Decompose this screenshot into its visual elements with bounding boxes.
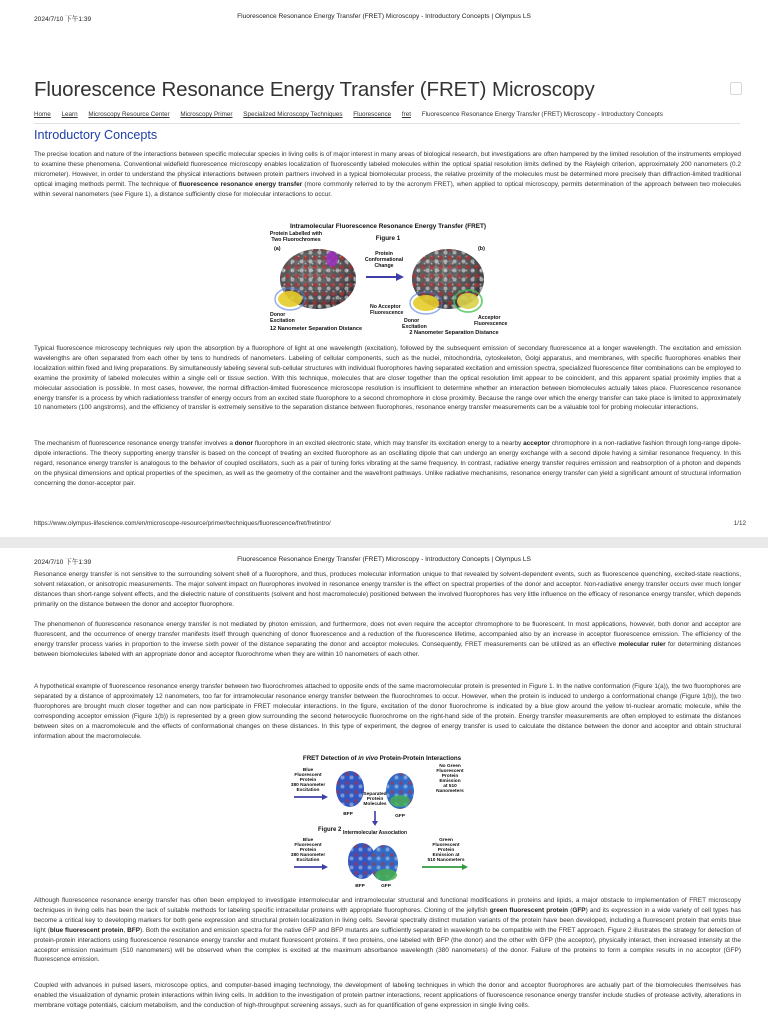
fig2-blue-bot-5: Excitation — [296, 858, 320, 863]
fig1-donor-exc-b-1: Donor — [404, 318, 420, 324]
fig2-blue-bot-4: 380 Nanometer — [290, 853, 326, 858]
fig2-blue-top-5: Excitation — [296, 788, 320, 793]
bold-term: GFP — [572, 906, 586, 914]
fig1-donor-exc-a-2: Excitation — [270, 318, 295, 324]
fig2-blue-bot-1: Blue — [302, 838, 314, 843]
bold-term: donor — [234, 440, 253, 447]
fig1-change-1: Protein — [375, 251, 393, 257]
print-title: Fluorescence Resonance Energy Transfer (FRET) Microscopy - Introductory Concepts | Olympus LS — [237, 13, 531, 20]
fig2-arrow-bottom-right — [422, 864, 468, 870]
page-title: Fluorescence Resonance Energy Transfer (FRET) Microscopy — [34, 78, 595, 101]
section-title: Introductory Concepts — [34, 128, 158, 142]
fig1-arrow — [366, 273, 404, 281]
paragraph-text: ( — [568, 906, 573, 914]
print-datetime: 2024/7/10 下午1:39 — [34, 16, 92, 23]
breadcrumb-microscopy-resource-center[interactable]: Microscopy Resource Center — [88, 111, 170, 118]
paragraph-text: The mechanism of fluorescence resonance energy transfer involves a — [34, 440, 235, 447]
paragraph-text: chromophore in a non-radiative fashion through long-range dipole-dipole interactions. The theory supporting energy transfer is based on the concept of treating an excited fluorophore as an oscillating dipole that can undergo an energy exchange with a second dipole having a similar resonance frequency. In this regard, resonance energy transfer is analogous to the behavior of coupled oscillators, such as a pair of tuning forks vibrating at the same frequency. In contrast, radiative energy transfer requires emission and reabsorption of a photon and depends on the physical dimensions and optical properties of the specimen, as well as the geometry of the container and the wavefront pathways. Unlike radiative mechanisms, resonance energy transfer can yield a significant amount of structural information concerning the donor-acceptor pair. — [34, 440, 741, 487]
fig2-bfp-label-top: BFP — [343, 812, 353, 817]
fig2-arrow-top-left — [294, 794, 328, 800]
paragraph-hypothetical: A hypothetical example of fluorescence resonance energy transfer between two fluorochromes attached to opposite ends of the same macromolecular protein is presented in Figure 1. In the native conformation (Figure 1(a)), the two fluorophores are separated by a distance of approximately 12 nanometers, too far for intramolecular resonance energy transfer between the fluorochromes to occur. However, when the protein is induced to undergo a conformational change (Figure 1(b)), the two fluorophores are brought much closer together and can now participate in FRET molecular interactions. In the figure, excitation of the donor fluorochrome is indicated by a blue glow around the yellow tri-nuclear aromatic molecule, while the corresponding acceptor emission (Figure 1(b)) is represented by a green glow surrounding the second heterocyclic fluorochrome on the right-hand side of the protein. Energy transfer measurements are often employed to estimate the distances between sites on a macromolecule and the effects of conformational changes on these distances. In this type of experiment, the degree of energy transfer is used to calculate the distance between the donor and acceptor and obtain structural information about the macromolecule. — [34, 683, 741, 740]
footer-page-number: 1/12 — [733, 520, 746, 527]
fig2-complex-molecule — [348, 843, 398, 881]
fig2-nogreen-3: Protein — [441, 774, 459, 779]
bold-term: molecular ruler — [618, 640, 666, 648]
fig1-distance-b: 2 Nanometer Separation Distance — [409, 330, 499, 336]
breadcrumb-fret[interactable]: fret — [401, 111, 411, 118]
fig2-gfp-molecule-top — [386, 773, 414, 809]
breadcrumb-current: Fluorescence Resonance Energy Transfer (FRET) Microscopy - Introductory Concepts — [421, 111, 663, 118]
fig2-green-bot-2: Fluorescent — [432, 843, 460, 848]
fig2-down-arrow — [372, 811, 378, 826]
fig1-change-3: Change — [374, 263, 394, 269]
fig2-blue-bot-3: Protein — [299, 848, 317, 853]
paragraph-intro — [34, 150, 741, 200]
figure-2-label: Figure 2 — [318, 827, 342, 833]
fig1-acceptor-fl-1: Acceptor — [478, 315, 501, 321]
fig2-bfp-molecule-top — [336, 771, 364, 807]
fig2-separated-2: Protein — [366, 797, 384, 802]
print-page-2 — [0, 548, 768, 1024]
fig2-blue-top-2: Fluorescent — [294, 773, 322, 778]
fig2-green-bot-4: Emission at — [432, 853, 460, 858]
paragraph-text: Although fluorescence resonance energy transfer has often been employed to investigate intermolecular and intramolecular structural and functional modifications in proteins and lipids, a major obstacle to implementation of FRET microscopy techniques in living cells has been the lack of suitable methods for labeling specific intracellular proteins with appropriate fluorophores. Cloning of the jellyfish — [34, 897, 741, 914]
fig2-blue-top-3: Protein — [299, 778, 317, 783]
paragraph-text: The phenomenon of fluorescence resonance energy transfer is not mediated by photon emission, and furthermore, does not even require the acceptor chromophore to be fluorescent. In most applications, however, both donor and acceptor are fluorescent, and the occurrence of energy transfer manifests itself through quenching of donor fluorescence and a reduction of the fluorescence lifetime, accompanied also by an increase in acceptor fluorescence emission. The efficiency of the energy transfer process varies in proportion to the inverse sixth power of the distance separating the donor and acceptor molecules. Consequently, FRET measurements can be utilized as an effective — [34, 621, 741, 648]
fig1-acceptor-fl-2: Fluorescence — [474, 321, 508, 327]
fig2-green-bot-1: Green — [439, 838, 453, 843]
paragraph-text: The precise location and nature of the interactions between specific molecular species in living cells is of major interest in many areas of biological research, but investigations are often hampered by the limited resolution of the instruments employed to examine these phenomena. Conventional widefield fluorescence microscopy enables localization of fluorescently labeled molecules within the optical spatial resolution limits defined by the Rayleigh criterion, approximately 200 nanometers (0.2 micrometer). However, in order to understand the physical interactions between protein partners involved in a typical biomolecular process, the relative proximity of the molecules must be determined more precisely than diffraction-limited traditional optical imaging methods permit. The technique of — [34, 151, 741, 188]
fig2-nogreen-2: Fluorescent — [436, 769, 464, 774]
fig1-distance-a: 12 Nanometer Separation Distance — [269, 326, 363, 332]
bold-term: blue fluorescent protein — [49, 926, 124, 934]
figure-2-diagram — [282, 753, 482, 891]
bold-term: acceptor — [523, 440, 550, 447]
fig2-green-bot-5: 510 Nanometers — [427, 858, 465, 863]
paragraph-coupled: Coupled with advances in pulsed lasers, microscope optics, and computer-based imaging technology, the development of labeling techniques in which the donor and acceptor fluorophores are actually part of the biomolecules themselves has enabled the visualization of dynamic protein interactions within living cells. In addition to the investigation of protein partner interactions, recent applications of fluorescence resonance energy transfer include studies of protease activity, alterations in membrane voltage potentials, calcium metabolism, and the conduction of high-throughput screening assays, such as for quantification of gene expression in single living cells. — [34, 982, 741, 1009]
figure-1-title: Intramolecular Fluorescence Resonance Energy Transfer (FRET) — [289, 223, 487, 230]
breadcrumb-specialized-techniques[interactable]: Specialized Microscopy Techniques — [243, 111, 343, 118]
print-datetime: 2024/7/10 下午1:39 — [34, 559, 92, 566]
paragraph-typical: Typical fluorescence microscopy techniques rely upon the absorption by a fluorophore of light at one wavelength (excitation), followed by the subsequent emission of secondary fluorescence at a longer wavelength. The excitation and emission wavelengths are often separated from each other by tens to hundreds of nanometers. Labeling of cellular components, such as the nuclei, mitochondria, cytoskeleton, Golgi apparatus, and membranes, with specific fluorophores enables their localization within fixed and living preparations. By simultaneously labeling several sub-cellular structures with individual fluorophores having separated excitation and emission spectra, specialized fluorescence filter combinations can be employed to examine the proximity of labeled molecules within a single cell or tissue section. With this technique, molecules that are closer together than the optical resolution limit appear to be coincident, and this apparent spatial proximity implies that a molecular association is possible. In most cases, however, the normal diffraction-limited fluorescence microscope resolution is insufficient to determine whether an interaction between biomolecules actually takes place. Fluorescence resonance energy transfer is a process by which radiationless transfer of energy occurs from an excited state fluorophore to a second chromophore in close proximity. Because the range over which the energy transfer can take place is limited to approximately 10 nanometers (100 angstroms), and the efficiency of transfer is extremely sensitive to the separation distance between fluorophores, resonance energy transfer measurements can be a valuable tool for probing molecular interactions. — [34, 345, 741, 412]
paragraph-text: ). Both the excitation and emission spectra for the native GFP and BFP mutants are sufficiently separated in wavelength to be compatible with the FRET approach. Figure 2 illustrates the strategy for detection of protein-protein interactions using fluorescence resonance energy transfer and mutant fluorescent proteins. If two proteins, one labeled with BFP (the donor) and the other with GFP (the acceptor), physically interact, then increased intensity at the acceptor emission maximum (510 nanometers) will be observed when the complex is excited at the maximum absorbance wavelength (380 nanometers) of the donor. Failure of the proteins to form a complex results in no acceptor (GFP) fluorescence emission. — [34, 926, 742, 964]
bold-term: BFP — [127, 926, 141, 934]
fig1-panel-b: (b) — [478, 246, 485, 252]
fig2-blue-top-1: Blue — [302, 768, 314, 773]
breadcrumb-microscopy-primer[interactable]: Microscopy Primer — [180, 111, 233, 118]
fig1-protein-label-1: Protein Labelled with — [269, 231, 323, 237]
fig1-protein-a — [275, 249, 356, 310]
fig2-separated-3: Molecules — [363, 802, 387, 807]
paragraph-text: for determining distances between biomolecules labeled with an appropriate donor and acceptor fluorochrome when they are within 10 nanometers of each other. — [34, 640, 741, 658]
fig2-nogreen-6: Nanometers — [436, 789, 464, 794]
figure-1-label: Figure 1 — [375, 235, 401, 242]
breadcrumb-learn[interactable]: Learn — [61, 111, 78, 118]
footer-url: https://www.olympus-lifescience.com/en/microscope-resource/primer/techniques/fluorescence/fret/fretintro/ — [34, 520, 331, 527]
fig1-protein-b — [410, 249, 484, 314]
paragraph-text: ) and its expression in a wide variety of cell types has become a critical key to developing markers for both gene expression and structural protein localization in living cells. Several spectrally distinct mutation variants of the protein have been developed, including a fluorescent protein that emits blue light ( — [34, 906, 741, 934]
paragraph-mechanism — [34, 439, 741, 489]
paragraph-phenomenon — [34, 620, 741, 660]
fig2-nogreen-1: No Green — [439, 764, 461, 769]
fig2-blue-top-4: 380 Nanometer — [290, 783, 326, 788]
print-icon[interactable] — [730, 82, 742, 95]
fig1-panel-a: (a) — [274, 246, 281, 252]
breadcrumb-divider — [34, 123, 740, 124]
fig2-gfp-label-bottom: GFP — [381, 884, 391, 889]
bold-term: green fluorescent protein — [489, 906, 569, 914]
breadcrumb-home[interactable]: Home — [34, 111, 51, 118]
breadcrumb — [34, 111, 663, 118]
figure-1 — [268, 219, 508, 344]
paragraph-text: (more commonly referred to by the acronym FRET), when applied to optical microscopy, permits determination of the approach between two molecules within several nanometers (see Figure 1), a distance sufficiently close for molecular interactions to occur. — [34, 180, 742, 198]
fig1-donor-exc-a-1: Donor — [270, 312, 286, 318]
fig2-intermolecular: Intermolecular Association — [343, 830, 407, 836]
fig2-gfp-label-top: GFP — [395, 814, 405, 819]
figure-2-title: FRET Detection of in vivo Protein-Protein Interactions — [302, 755, 462, 762]
paragraph-text: fluorophore in an excited electronic state, which may transfer its excitation energy to a nearby — [252, 440, 524, 447]
fig2-nogreen-5: at 510 — [443, 784, 457, 789]
fig1-no-acceptor-1: No Acceptor — [370, 304, 401, 310]
figure-2 — [282, 753, 482, 896]
print-title: Fluorescence Resonance Energy Transfer (FRET) Microscopy - Introductory Concepts | Olympus LS — [237, 556, 531, 563]
fig1-no-acceptor-2: Fluorescence — [370, 310, 404, 316]
fig2-bfp-label-bottom: BFP — [355, 884, 365, 889]
fig2-green-bot-3: Protein — [437, 848, 455, 853]
fig2-arrow-bottom-left — [294, 864, 328, 870]
bold-term: fluorescence resonance energy transfer — [178, 180, 303, 188]
paragraph-gfp — [34, 896, 741, 965]
fig1-protein-label-2: Two Fluorochromes — [271, 237, 321, 243]
paragraph-text: , — [123, 926, 128, 934]
fig2-blue-bot-2: Fluorescent — [294, 843, 322, 848]
fig1-change-2: Conformational — [364, 257, 404, 263]
fig1-donor-exc-b-2: Excitation — [402, 324, 427, 330]
fig2-nogreen-4: Emission — [439, 779, 461, 784]
fig2-separated-1: Separated — [363, 792, 387, 797]
paragraph-solvent: Resonance energy transfer is not sensitive to the surrounding solvent shell of a fluorophore, and thus, produces molecular information unique to that revealed by solvent-dependent events, such as fluorescence quenching, excited-state reactions, solvent relaxation, or anisotropic measurements. The major solvent impact on fluorophores involved in resonance energy transfer is the effect on spectral properties of the donor and acceptor. Non-radiative energy transfer occurs over much longer distances than short-range solvent effects, and the dielectric nature of constituents (solvent and host macromolecule) positioned between the involved fluorophores has very little influence on the efficacy of resonance energy transfer, which depends primarily on the distance between the donor and acceptor fluorophore. — [34, 571, 741, 608]
figure-1-diagram — [268, 219, 508, 339]
breadcrumb-fluorescence[interactable]: Fluorescence — [353, 111, 392, 118]
